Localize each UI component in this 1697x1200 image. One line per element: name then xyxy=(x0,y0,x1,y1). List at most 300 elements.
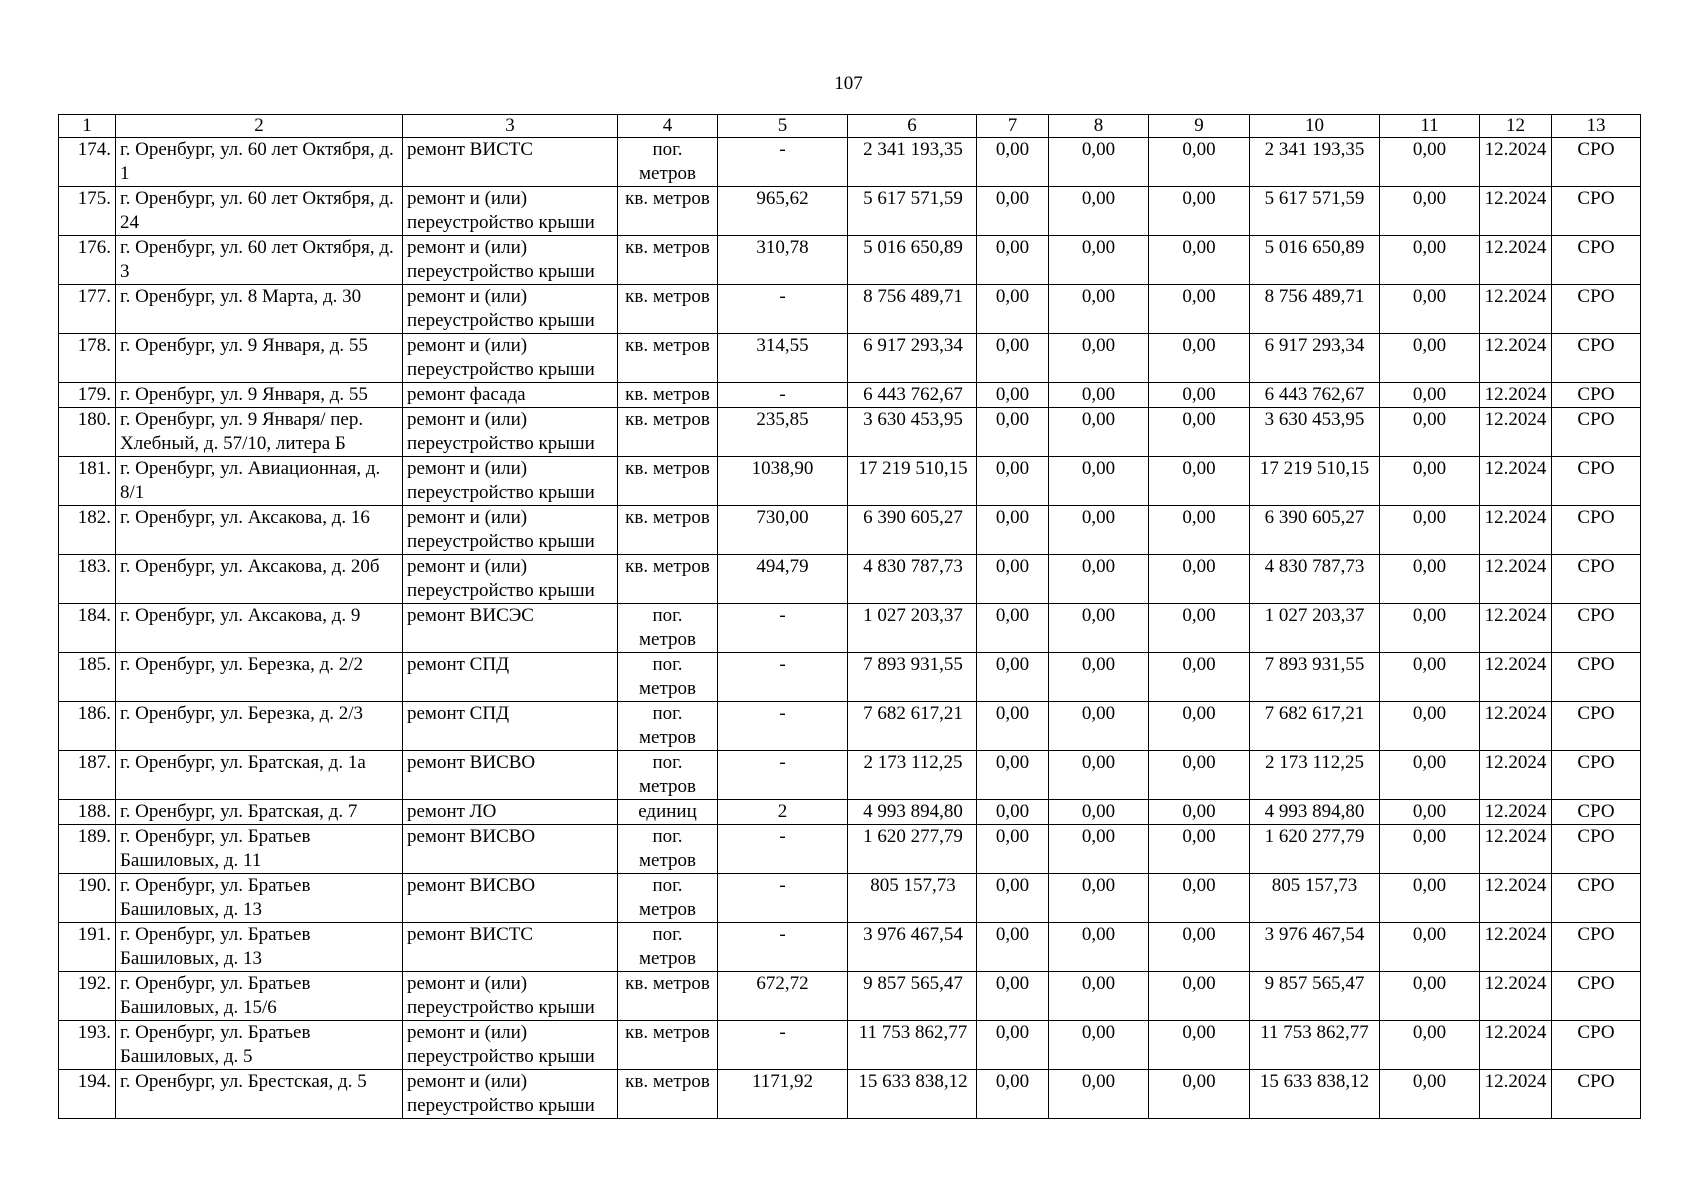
fund-federal-cell: 0,00 xyxy=(977,825,1049,874)
fund-other-cell: 0,00 xyxy=(1380,334,1480,383)
volume-cell: - xyxy=(718,653,848,702)
work-type-cell: ремонт ВИСТС xyxy=(403,923,618,972)
total-cost-cell: 17 219 510,15 xyxy=(848,457,977,506)
address-cell: г. Оренбург, ул. Березка, д. 2/3 xyxy=(116,702,403,751)
completion-date-cell: 12.2024 xyxy=(1480,874,1552,923)
fund-other-cell: 0,00 xyxy=(1380,236,1480,285)
work-type-cell: ремонт фасада xyxy=(403,383,618,408)
fund-other-cell: 0,00 xyxy=(1380,972,1480,1021)
address-cell: г. Оренбург, ул. Братьев Башиловых, д. 5 xyxy=(116,1021,403,1070)
table-body xyxy=(59,138,1641,1119)
fund-regional-cell: 0,00 xyxy=(1049,506,1149,555)
completion-date-cell: 12.2024 xyxy=(1480,334,1552,383)
address-cell: г. Оренбург, ул. Братьев Башиловых, д. 11 xyxy=(116,825,403,874)
address-cell: г. Оренбург, ул. Аксакова, д. 20б xyxy=(116,555,403,604)
fund-regional-cell: 0,00 xyxy=(1049,825,1149,874)
total-cost-cell: 11 753 862,77 xyxy=(848,1021,977,1070)
fund-regional-cell: 0,00 xyxy=(1049,874,1149,923)
total-cost-cell: 6 443 762,67 xyxy=(848,383,977,408)
contractor-cell: СРО xyxy=(1552,972,1641,1021)
completion-date-cell: 12.2024 xyxy=(1480,187,1552,236)
volume-cell: - xyxy=(718,702,848,751)
work-type-cell: ремонт и (или) переустройство крыши xyxy=(403,334,618,383)
fund-regional-cell: 0,00 xyxy=(1049,187,1149,236)
contractor-cell: СРО xyxy=(1552,408,1641,457)
fund-other-cell: 0,00 xyxy=(1380,187,1480,236)
fund-local-cell: 0,00 xyxy=(1149,408,1250,457)
row-number: 179. xyxy=(59,383,116,408)
fund-owners-cell: 6 390 605,27 xyxy=(1250,506,1380,555)
fund-owners-cell: 4 993 894,80 xyxy=(1250,800,1380,825)
completion-date-cell: 12.2024 xyxy=(1480,555,1552,604)
table-row xyxy=(59,408,1641,457)
fund-federal-cell: 0,00 xyxy=(977,383,1049,408)
fund-federal-cell: 0,00 xyxy=(977,800,1049,825)
fund-local-cell: 0,00 xyxy=(1149,555,1250,604)
fund-owners-cell: 4 830 787,73 xyxy=(1250,555,1380,604)
fund-federal-cell: 0,00 xyxy=(977,702,1049,751)
contractor-cell: СРО xyxy=(1552,751,1641,800)
unit-cell: пог. метров xyxy=(618,604,718,653)
table-row xyxy=(59,800,1641,825)
fund-regional-cell: 0,00 xyxy=(1049,923,1149,972)
work-type-cell: ремонт и (или) переустройство крыши xyxy=(403,506,618,555)
volume-cell: - xyxy=(718,1021,848,1070)
fund-regional-cell: 0,00 xyxy=(1049,1070,1149,1119)
fund-regional-cell: 0,00 xyxy=(1049,972,1149,1021)
total-cost-cell: 2 173 112,25 xyxy=(848,751,977,800)
completion-date-cell: 12.2024 xyxy=(1480,604,1552,653)
work-type-cell: ремонт ВИСВО xyxy=(403,825,618,874)
fund-local-cell: 0,00 xyxy=(1149,1070,1250,1119)
fund-federal-cell: 0,00 xyxy=(977,285,1049,334)
fund-other-cell: 0,00 xyxy=(1380,457,1480,506)
row-number: 183. xyxy=(59,555,116,604)
fund-local-cell: 0,00 xyxy=(1149,800,1250,825)
address-cell: г. Оренбург, ул. 60 лет Октября, д. 3 xyxy=(116,236,403,285)
volume-cell: - xyxy=(718,923,848,972)
unit-cell: пог. метров xyxy=(618,825,718,874)
row-number: 178. xyxy=(59,334,116,383)
volume-cell: - xyxy=(718,751,848,800)
unit-cell: кв. метров xyxy=(618,236,718,285)
fund-owners-cell: 1 620 277,79 xyxy=(1250,825,1380,874)
volume-cell: 235,85 xyxy=(718,408,848,457)
fund-owners-cell: 6 917 293,34 xyxy=(1250,334,1380,383)
work-type-cell: ремонт СПД xyxy=(403,653,618,702)
volume-cell: - xyxy=(718,874,848,923)
fund-local-cell: 0,00 xyxy=(1149,751,1250,800)
volume-cell: 672,72 xyxy=(718,972,848,1021)
table-row xyxy=(59,1021,1641,1070)
fund-owners-cell: 15 633 838,12 xyxy=(1250,1070,1380,1119)
column-number: 9 xyxy=(1149,115,1250,138)
completion-date-cell: 12.2024 xyxy=(1480,285,1552,334)
total-cost-cell: 1 027 203,37 xyxy=(848,604,977,653)
fund-federal-cell: 0,00 xyxy=(977,653,1049,702)
fund-federal-cell: 0,00 xyxy=(977,506,1049,555)
volume-cell: - xyxy=(718,825,848,874)
fund-owners-cell: 3 630 453,95 xyxy=(1250,408,1380,457)
completion-date-cell: 12.2024 xyxy=(1480,702,1552,751)
column-number: 13 xyxy=(1552,115,1641,138)
unit-cell: кв. метров xyxy=(618,187,718,236)
work-type-cell: ремонт и (или) переустройство крыши xyxy=(403,187,618,236)
fund-local-cell: 0,00 xyxy=(1149,506,1250,555)
work-type-cell: ремонт ВИСЭС xyxy=(403,604,618,653)
fund-other-cell: 0,00 xyxy=(1380,653,1480,702)
total-cost-cell: 1 620 277,79 xyxy=(848,825,977,874)
fund-owners-cell: 7 893 931,55 xyxy=(1250,653,1380,702)
volume-cell: 730,00 xyxy=(718,506,848,555)
address-cell: г. Оренбург, ул. Братьев Башиловых, д. 13 xyxy=(116,923,403,972)
column-number-header xyxy=(59,115,1641,138)
fund-local-cell: 0,00 xyxy=(1149,874,1250,923)
column-number: 11 xyxy=(1380,115,1480,138)
fund-federal-cell: 0,00 xyxy=(977,138,1049,187)
fund-other-cell: 0,00 xyxy=(1380,702,1480,751)
column-number: 4 xyxy=(618,115,718,138)
fund-other-cell: 0,00 xyxy=(1380,285,1480,334)
table-row xyxy=(59,187,1641,236)
contractor-cell: СРО xyxy=(1552,285,1641,334)
total-cost-cell: 4 993 894,80 xyxy=(848,800,977,825)
completion-date-cell: 12.2024 xyxy=(1480,236,1552,285)
fund-regional-cell: 0,00 xyxy=(1049,702,1149,751)
fund-other-cell: 0,00 xyxy=(1380,555,1480,604)
work-type-cell: ремонт и (или) переустройство крыши xyxy=(403,285,618,334)
unit-cell: кв. метров xyxy=(618,1070,718,1119)
fund-local-cell: 0,00 xyxy=(1149,604,1250,653)
row-number: 190. xyxy=(59,874,116,923)
row-number: 189. xyxy=(59,825,116,874)
row-number: 184. xyxy=(59,604,116,653)
fund-owners-cell: 6 443 762,67 xyxy=(1250,383,1380,408)
unit-cell: пог. метров xyxy=(618,138,718,187)
row-number: 187. xyxy=(59,751,116,800)
volume-cell: 314,55 xyxy=(718,334,848,383)
fund-federal-cell: 0,00 xyxy=(977,334,1049,383)
fund-owners-cell: 5 016 650,89 xyxy=(1250,236,1380,285)
fund-other-cell: 0,00 xyxy=(1380,604,1480,653)
table-row xyxy=(59,751,1641,800)
fund-federal-cell: 0,00 xyxy=(977,236,1049,285)
table-row xyxy=(59,825,1641,874)
table-row xyxy=(59,1070,1641,1119)
total-cost-cell: 2 341 193,35 xyxy=(848,138,977,187)
address-cell: г. Оренбург, ул. 9 Января, д. 55 xyxy=(116,383,403,408)
volume-cell: 2 xyxy=(718,800,848,825)
address-cell: г. Оренбург, ул. 8 Марта, д. 30 xyxy=(116,285,403,334)
fund-local-cell: 0,00 xyxy=(1149,972,1250,1021)
unit-cell: кв. метров xyxy=(618,285,718,334)
fund-regional-cell: 0,00 xyxy=(1049,457,1149,506)
fund-federal-cell: 0,00 xyxy=(977,187,1049,236)
fund-owners-cell: 1 027 203,37 xyxy=(1250,604,1380,653)
table-row xyxy=(59,506,1641,555)
column-number: 5 xyxy=(718,115,848,138)
fund-local-cell: 0,00 xyxy=(1149,383,1250,408)
address-cell: г. Оренбург, ул. Братская, д. 1а xyxy=(116,751,403,800)
contractor-cell: СРО xyxy=(1552,555,1641,604)
fund-federal-cell: 0,00 xyxy=(977,751,1049,800)
row-number: 188. xyxy=(59,800,116,825)
address-cell: г. Оренбург, ул. Братская, д. 7 xyxy=(116,800,403,825)
fund-regional-cell: 0,00 xyxy=(1049,653,1149,702)
row-number: 176. xyxy=(59,236,116,285)
total-cost-cell: 4 830 787,73 xyxy=(848,555,977,604)
address-cell: г. Оренбург, ул. 60 лет Октября, д. 24 xyxy=(116,187,403,236)
work-type-cell: ремонт и (или) переустройство крыши xyxy=(403,1021,618,1070)
fund-owners-cell: 2 341 193,35 xyxy=(1250,138,1380,187)
address-cell: г. Оренбург, ул. 9 Января/ пер. Хлебный, д. 57/10, литера Б xyxy=(116,408,403,457)
fund-regional-cell: 0,00 xyxy=(1049,1021,1149,1070)
fund-regional-cell: 0,00 xyxy=(1049,751,1149,800)
completion-date-cell: 12.2024 xyxy=(1480,825,1552,874)
fund-federal-cell: 0,00 xyxy=(977,604,1049,653)
fund-other-cell: 0,00 xyxy=(1380,874,1480,923)
row-number: 181. xyxy=(59,457,116,506)
work-type-cell: ремонт и (или) переустройство крыши xyxy=(403,408,618,457)
work-type-cell: ремонт СПД xyxy=(403,702,618,751)
fund-regional-cell: 0,00 xyxy=(1049,285,1149,334)
fund-regional-cell: 0,00 xyxy=(1049,408,1149,457)
contractor-cell: СРО xyxy=(1552,800,1641,825)
completion-date-cell: 12.2024 xyxy=(1480,972,1552,1021)
address-cell: г. Оренбург, ул. Братьев Башиловых, д. 15/6 xyxy=(116,972,403,1021)
column-number: 6 xyxy=(848,115,977,138)
contractor-cell: СРО xyxy=(1552,825,1641,874)
fund-other-cell: 0,00 xyxy=(1380,825,1480,874)
work-type-cell: ремонт ВИСВО xyxy=(403,874,618,923)
row-number: 192. xyxy=(59,972,116,1021)
table-row xyxy=(59,334,1641,383)
fund-regional-cell: 0,00 xyxy=(1049,383,1149,408)
fund-local-cell: 0,00 xyxy=(1149,236,1250,285)
contractor-cell: СРО xyxy=(1552,702,1641,751)
fund-federal-cell: 0,00 xyxy=(977,408,1049,457)
fund-owners-cell: 5 617 571,59 xyxy=(1250,187,1380,236)
table-row xyxy=(59,923,1641,972)
total-cost-cell: 7 682 617,21 xyxy=(848,702,977,751)
table-row xyxy=(59,972,1641,1021)
fund-federal-cell: 0,00 xyxy=(977,1070,1049,1119)
row-number: 185. xyxy=(59,653,116,702)
fund-local-cell: 0,00 xyxy=(1149,138,1250,187)
completion-date-cell: 12.2024 xyxy=(1480,506,1552,555)
repair-schedule-table xyxy=(58,114,1641,1119)
work-type-cell: ремонт и (или) переустройство крыши xyxy=(403,1070,618,1119)
unit-cell: кв. метров xyxy=(618,1021,718,1070)
work-type-cell: ремонт и (или) переустройство крыши xyxy=(403,555,618,604)
contractor-cell: СРО xyxy=(1552,236,1641,285)
fund-local-cell: 0,00 xyxy=(1149,285,1250,334)
fund-owners-cell: 11 753 862,77 xyxy=(1250,1021,1380,1070)
fund-other-cell: 0,00 xyxy=(1380,138,1480,187)
row-number: 182. xyxy=(59,506,116,555)
address-cell: г. Оренбург, ул. 9 Января, д. 55 xyxy=(116,334,403,383)
unit-cell: кв. метров xyxy=(618,555,718,604)
unit-cell: пог. метров xyxy=(618,874,718,923)
completion-date-cell: 12.2024 xyxy=(1480,408,1552,457)
contractor-cell: СРО xyxy=(1552,1021,1641,1070)
work-type-cell: ремонт и (или) переустройство крыши xyxy=(403,236,618,285)
fund-local-cell: 0,00 xyxy=(1149,653,1250,702)
fund-other-cell: 0,00 xyxy=(1380,1021,1480,1070)
volume-cell: - xyxy=(718,604,848,653)
fund-regional-cell: 0,00 xyxy=(1049,236,1149,285)
unit-cell: единиц xyxy=(618,800,718,825)
fund-local-cell: 0,00 xyxy=(1149,334,1250,383)
total-cost-cell: 8 756 489,71 xyxy=(848,285,977,334)
table-row xyxy=(59,285,1641,334)
address-cell: г. Оренбург, ул. 60 лет Октября, д. 1 xyxy=(116,138,403,187)
contractor-cell: СРО xyxy=(1552,187,1641,236)
total-cost-cell: 9 857 565,47 xyxy=(848,972,977,1021)
fund-local-cell: 0,00 xyxy=(1149,457,1250,506)
fund-federal-cell: 0,00 xyxy=(977,923,1049,972)
contractor-cell: СРО xyxy=(1552,653,1641,702)
fund-other-cell: 0,00 xyxy=(1380,1070,1480,1119)
unit-cell: кв. метров xyxy=(618,408,718,457)
fund-owners-cell: 3 976 467,54 xyxy=(1250,923,1380,972)
fund-federal-cell: 0,00 xyxy=(977,555,1049,604)
volume-cell: 310,78 xyxy=(718,236,848,285)
unit-cell: кв. метров xyxy=(618,506,718,555)
completion-date-cell: 12.2024 xyxy=(1480,457,1552,506)
fund-other-cell: 0,00 xyxy=(1380,506,1480,555)
fund-local-cell: 0,00 xyxy=(1149,702,1250,751)
fund-regional-cell: 0,00 xyxy=(1049,800,1149,825)
contractor-cell: СРО xyxy=(1552,334,1641,383)
fund-owners-cell: 8 756 489,71 xyxy=(1250,285,1380,334)
row-number: 180. xyxy=(59,408,116,457)
fund-local-cell: 0,00 xyxy=(1149,187,1250,236)
unit-cell: кв. метров xyxy=(618,972,718,1021)
row-number: 191. xyxy=(59,923,116,972)
total-cost-cell: 6 390 605,27 xyxy=(848,506,977,555)
row-number: 177. xyxy=(59,285,116,334)
column-number: 1 xyxy=(59,115,116,138)
unit-cell: пог. метров xyxy=(618,653,718,702)
completion-date-cell: 12.2024 xyxy=(1480,138,1552,187)
table-row xyxy=(59,874,1641,923)
volume-cell: 1171,92 xyxy=(718,1070,848,1119)
completion-date-cell: 12.2024 xyxy=(1480,653,1552,702)
column-number: 3 xyxy=(403,115,618,138)
fund-owners-cell: 2 173 112,25 xyxy=(1250,751,1380,800)
unit-cell: кв. метров xyxy=(618,383,718,408)
total-cost-cell: 805 157,73 xyxy=(848,874,977,923)
work-type-cell: ремонт и (или) переустройство крыши xyxy=(403,972,618,1021)
fund-local-cell: 0,00 xyxy=(1149,1021,1250,1070)
contractor-cell: СРО xyxy=(1552,874,1641,923)
completion-date-cell: 12.2024 xyxy=(1480,800,1552,825)
unit-cell: кв. метров xyxy=(618,457,718,506)
row-number: 174. xyxy=(59,138,116,187)
volume-cell: - xyxy=(718,285,848,334)
address-cell: г. Оренбург, ул. Аксакова, д. 9 xyxy=(116,604,403,653)
total-cost-cell: 3 976 467,54 xyxy=(848,923,977,972)
contractor-cell: СРО xyxy=(1552,457,1641,506)
completion-date-cell: 12.2024 xyxy=(1480,1021,1552,1070)
address-cell: г. Оренбург, ул. Березка, д. 2/2 xyxy=(116,653,403,702)
table-row xyxy=(59,383,1641,408)
table-row xyxy=(59,702,1641,751)
unit-cell: пог. метров xyxy=(618,702,718,751)
fund-other-cell: 0,00 xyxy=(1380,408,1480,457)
contractor-cell: СРО xyxy=(1552,506,1641,555)
table-row xyxy=(59,653,1641,702)
column-number: 12 xyxy=(1480,115,1552,138)
volume-cell: - xyxy=(718,383,848,408)
fund-federal-cell: 0,00 xyxy=(977,874,1049,923)
column-number: 8 xyxy=(1049,115,1149,138)
fund-federal-cell: 0,00 xyxy=(977,1021,1049,1070)
fund-regional-cell: 0,00 xyxy=(1049,138,1149,187)
table-row xyxy=(59,555,1641,604)
work-type-cell: ремонт ЛО xyxy=(403,800,618,825)
fund-local-cell: 0,00 xyxy=(1149,825,1250,874)
fund-owners-cell: 805 157,73 xyxy=(1250,874,1380,923)
row-number: 175. xyxy=(59,187,116,236)
fund-other-cell: 0,00 xyxy=(1380,751,1480,800)
address-cell: г. Оренбург, ул. Братьев Башиловых, д. 13 xyxy=(116,874,403,923)
row-number: 186. xyxy=(59,702,116,751)
row-number: 194. xyxy=(59,1070,116,1119)
fund-owners-cell: 17 219 510,15 xyxy=(1250,457,1380,506)
completion-date-cell: 12.2024 xyxy=(1480,751,1552,800)
fund-federal-cell: 0,00 xyxy=(977,457,1049,506)
total-cost-cell: 5 617 571,59 xyxy=(848,187,977,236)
address-cell: г. Оренбург, ул. Брестская, д. 5 xyxy=(116,1070,403,1119)
column-number: 2 xyxy=(116,115,403,138)
unit-cell: пог. метров xyxy=(618,751,718,800)
contractor-cell: СРО xyxy=(1552,604,1641,653)
fund-owners-cell: 9 857 565,47 xyxy=(1250,972,1380,1021)
fund-regional-cell: 0,00 xyxy=(1049,604,1149,653)
contractor-cell: СРО xyxy=(1552,923,1641,972)
contractor-cell: СРО xyxy=(1552,383,1641,408)
header-row xyxy=(59,115,1641,138)
unit-cell: кв. метров xyxy=(618,334,718,383)
completion-date-cell: 12.2024 xyxy=(1480,923,1552,972)
total-cost-cell: 5 016 650,89 xyxy=(848,236,977,285)
total-cost-cell: 3 630 453,95 xyxy=(848,408,977,457)
fund-regional-cell: 0,00 xyxy=(1049,334,1149,383)
fund-other-cell: 0,00 xyxy=(1380,383,1480,408)
fund-federal-cell: 0,00 xyxy=(977,972,1049,1021)
completion-date-cell: 12.2024 xyxy=(1480,383,1552,408)
table-row xyxy=(59,138,1641,187)
address-cell: г. Оренбург, ул. Аксакова, д. 16 xyxy=(116,506,403,555)
page-number: 107 xyxy=(834,73,863,94)
fund-owners-cell: 7 682 617,21 xyxy=(1250,702,1380,751)
work-type-cell: ремонт ВИСВО xyxy=(403,751,618,800)
contractor-cell: СРО xyxy=(1552,1070,1641,1119)
unit-cell: пог. метров xyxy=(618,923,718,972)
table-row xyxy=(59,604,1641,653)
column-number: 10 xyxy=(1250,115,1380,138)
table-row xyxy=(59,457,1641,506)
completion-date-cell: 12.2024 xyxy=(1480,1070,1552,1119)
volume-cell: 965,62 xyxy=(718,187,848,236)
work-type-cell: ремонт ВИСТС xyxy=(403,138,618,187)
row-number: 193. xyxy=(59,1021,116,1070)
total-cost-cell: 6 917 293,34 xyxy=(848,334,977,383)
fund-other-cell: 0,00 xyxy=(1380,800,1480,825)
volume-cell: - xyxy=(718,138,848,187)
